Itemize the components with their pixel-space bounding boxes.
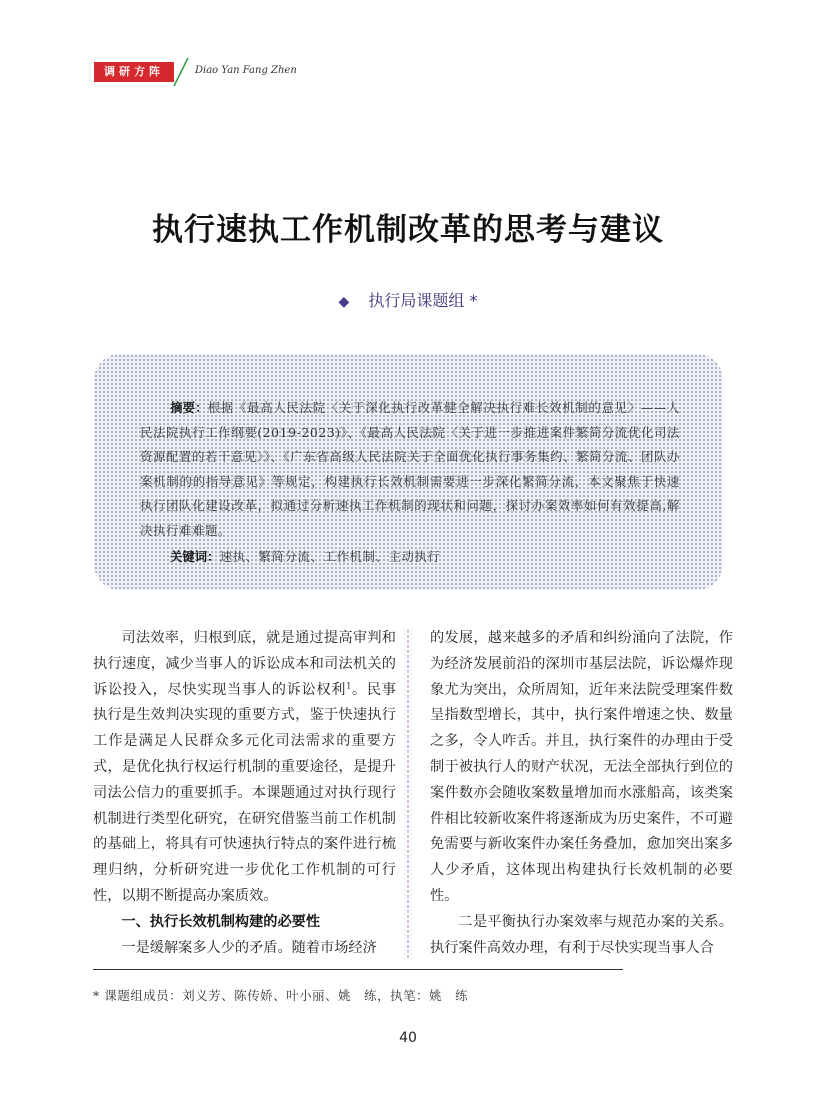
- page-number: 40: [399, 1030, 417, 1046]
- diamond-icon: ◆: [338, 294, 350, 310]
- author-line: [0, 288, 816, 311]
- footnote: * 课题组成员：刘义芳、陈传娇、叶小丽、姚 练，执笔：姚 练: [93, 988, 469, 1003]
- abstract-label: 摘要：: [170, 400, 208, 415]
- paragraph: 二是平衡执行办案效率与规范办案的关系。执行案件高效办理，有利于尽快实现当事人合: [430, 913, 733, 956]
- header-slash-decoration: [172, 56, 190, 88]
- keywords-label: 关键词：: [170, 549, 220, 564]
- footnote-ref: 1: [346, 680, 352, 690]
- author-footnote-mark: *: [469, 291, 478, 310]
- paragraph-text: 司法效率，归根到底，就是通过提高审判和执行速度，减少当事人的诉讼成本和司法机关的诉讼投入，尽快实现当事人的诉讼权利: [93, 630, 396, 698]
- footnote-divider: [93, 969, 623, 970]
- paragraph: 一是缓解案多人少的矛盾。随着市场经济: [121, 939, 377, 956]
- section-pinyin: Diao Yan Fang Zhen: [195, 65, 297, 76]
- keywords-list: 速执、繁简分流、工作机制、主动执行: [219, 549, 441, 564]
- section-heading: 一、执行长效机制构建的必要性: [121, 913, 321, 930]
- article-title: 执行速执工作机制改革的思考与建议: [152, 212, 664, 248]
- abstract: [140, 396, 680, 544]
- abstract-body: 根据《最高人民法院〈关于深化执行改革健全解决执行难长效机制的意见〉——人民法院执行工作纲要(2019-2023)》、《最高人民法院〈关于进一步推进案件繁简分流优化司法资源配置的若干意见〉》、《广东省高级人民法院关于全面优化执行事务集约、繁简分流、团队办案机制的的指导意见》等规定，构建执行长效机制需要进一步深化繁简分流，本文聚焦于快速执行团队化建设改革，拟通过分析速执工作机制的现状和问题，探讨办案效率如何有效提高,解决执行难难题。: [140, 400, 680, 538]
- section-tag: 调研方阵: [94, 62, 174, 82]
- paragraph: [93, 626, 396, 910]
- paragraph: 的发展，越来越多的矛盾和纠纷涌向了法院，作为经济发展前沿的深圳市基层法院，诉讼爆炸现象尤为突出，众所周知，近年来法院受理案件数呈指数型增长，其中，执行案件增速之快、数量之多，令人咋舌。并且，执行案件的办理由于受制于被执行人的财产状况，无法全部执行到位的案件数亦会随收案数量增加而水涨船高，该类案件相比较新收案件将逐渐成为历史案件，不可避免需要与新收案件办案任务叠加，愈加突出案多人少矛盾，这体现出构建执行长效机制的必要性。: [430, 630, 733, 904]
- author-name: 执行局课题组: [368, 291, 465, 310]
- column-divider-decoration: [398, 630, 418, 960]
- left-column: [93, 626, 396, 961]
- keywords: [170, 547, 440, 565]
- paragraph-text: 。民事执行是生效判决实现的重要方式，鉴于快速执行工作是满足人民群众多元化司法需求的重要方式，是优化执行权运行机制的重要途径，是提升司法公信力的重要抓手。本课题通过对执行现行机制进行类型化研究，在研究借鉴当前工作机制的基础上，将具有可快速执行特点的案件进行梳理归纳，分析研究进一步优化工作机制的可行性，以期不断提高办案质效。: [93, 681, 396, 904]
- right-column: [430, 626, 733, 961]
